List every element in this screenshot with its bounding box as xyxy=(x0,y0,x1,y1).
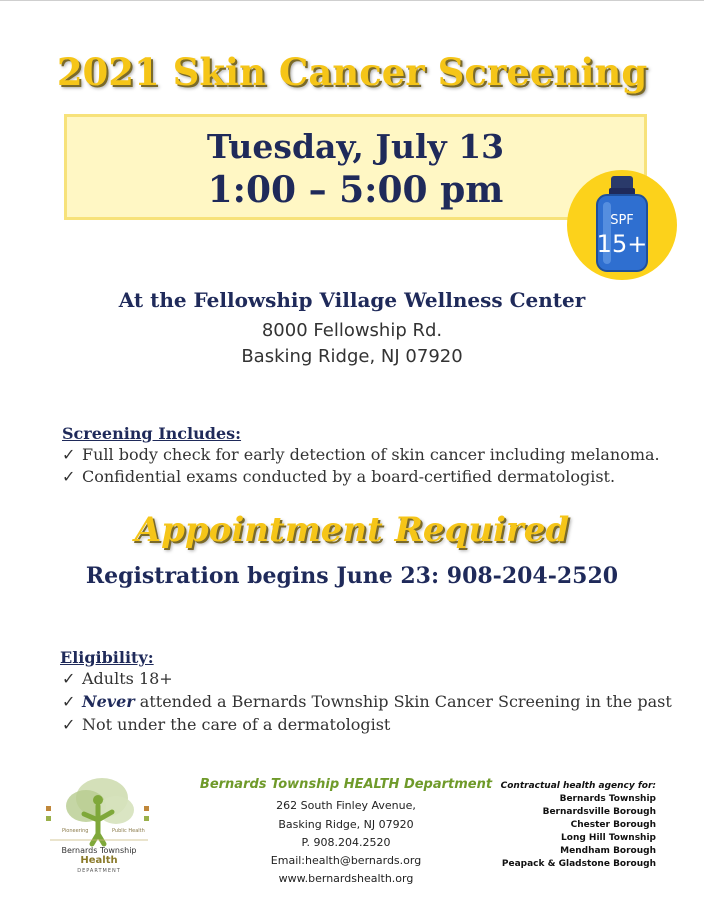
list-item: Mendham Borough xyxy=(560,846,656,856)
spf-value: 15+ xyxy=(596,230,648,258)
logo-tagline-left: Pioneering xyxy=(62,828,89,834)
department-title: Bernards Township HEALTH Department xyxy=(199,777,493,792)
registration-info: Registration begins June 23: 908-204-2520 xyxy=(85,563,619,589)
list-item: ✓ Never attended a Bernards Township Skin Cancer Screening in the past xyxy=(62,692,672,711)
check-icon: ✓ xyxy=(62,669,76,688)
event-time: 1:00 – 5:00 pm xyxy=(207,169,504,211)
venue-city: Basking Ridge, NJ 07920 xyxy=(241,346,463,367)
department-city: Basking Ridge, NJ 07920 xyxy=(278,818,414,831)
list-item: Bernards Township xyxy=(559,794,656,804)
check-icon: ✓ xyxy=(62,715,76,734)
sunscreen-bottle-icon xyxy=(565,168,679,282)
eligibility-heading: Eligibility: xyxy=(60,648,154,667)
flyer-title: 2021 Skin Cancer Screening xyxy=(56,50,648,94)
venue-street: 8000 Fellowship Rd. xyxy=(261,320,443,341)
check-icon: ✓ xyxy=(62,692,76,711)
appointment-required: Appointment Required xyxy=(134,510,570,550)
venue-name: At the Fellowship Village Wellness Center xyxy=(118,288,586,312)
list-item: ✓ Confidential exams conducted by a board-certified dermatologist. xyxy=(62,467,616,486)
list-item: Bernardsville Borough xyxy=(542,807,656,817)
event-day: Tuesday, July 13 xyxy=(206,127,505,166)
check-icon: ✓ xyxy=(62,445,76,464)
list-item: Peapack & Gladstone Borough xyxy=(501,859,656,869)
department-phone: P. 908.204.2520 xyxy=(301,836,391,849)
logo-tagline-right: Public Health xyxy=(112,828,145,834)
date-box xyxy=(64,114,647,220)
top-divider xyxy=(0,0,704,1)
list-item: Chester Borough xyxy=(570,820,656,830)
check-icon: ✓ xyxy=(62,467,76,486)
list-item: ✓ Adults 18+ xyxy=(62,669,173,688)
department-address: 262 South Finley Avenue, xyxy=(276,799,416,812)
list-item: ✓ Not under the care of a dermatologist xyxy=(62,715,391,734)
list-item: ✓ Full body check for early detection of skin cancer including melanoma. xyxy=(62,445,660,464)
contract-heading: Contractual health agency for: xyxy=(500,781,656,791)
screening-heading: Screening Includes: xyxy=(62,424,242,443)
department-website[interactable]: www.bernardshealth.org xyxy=(278,872,414,885)
list-item: Long Hill Township xyxy=(561,833,656,843)
logo-wordmark: Bernards Township Health DEPARTMENT xyxy=(61,846,137,874)
spf-label: SPF xyxy=(610,213,634,228)
department-email[interactable]: Email:health@bernards.org xyxy=(270,854,422,867)
